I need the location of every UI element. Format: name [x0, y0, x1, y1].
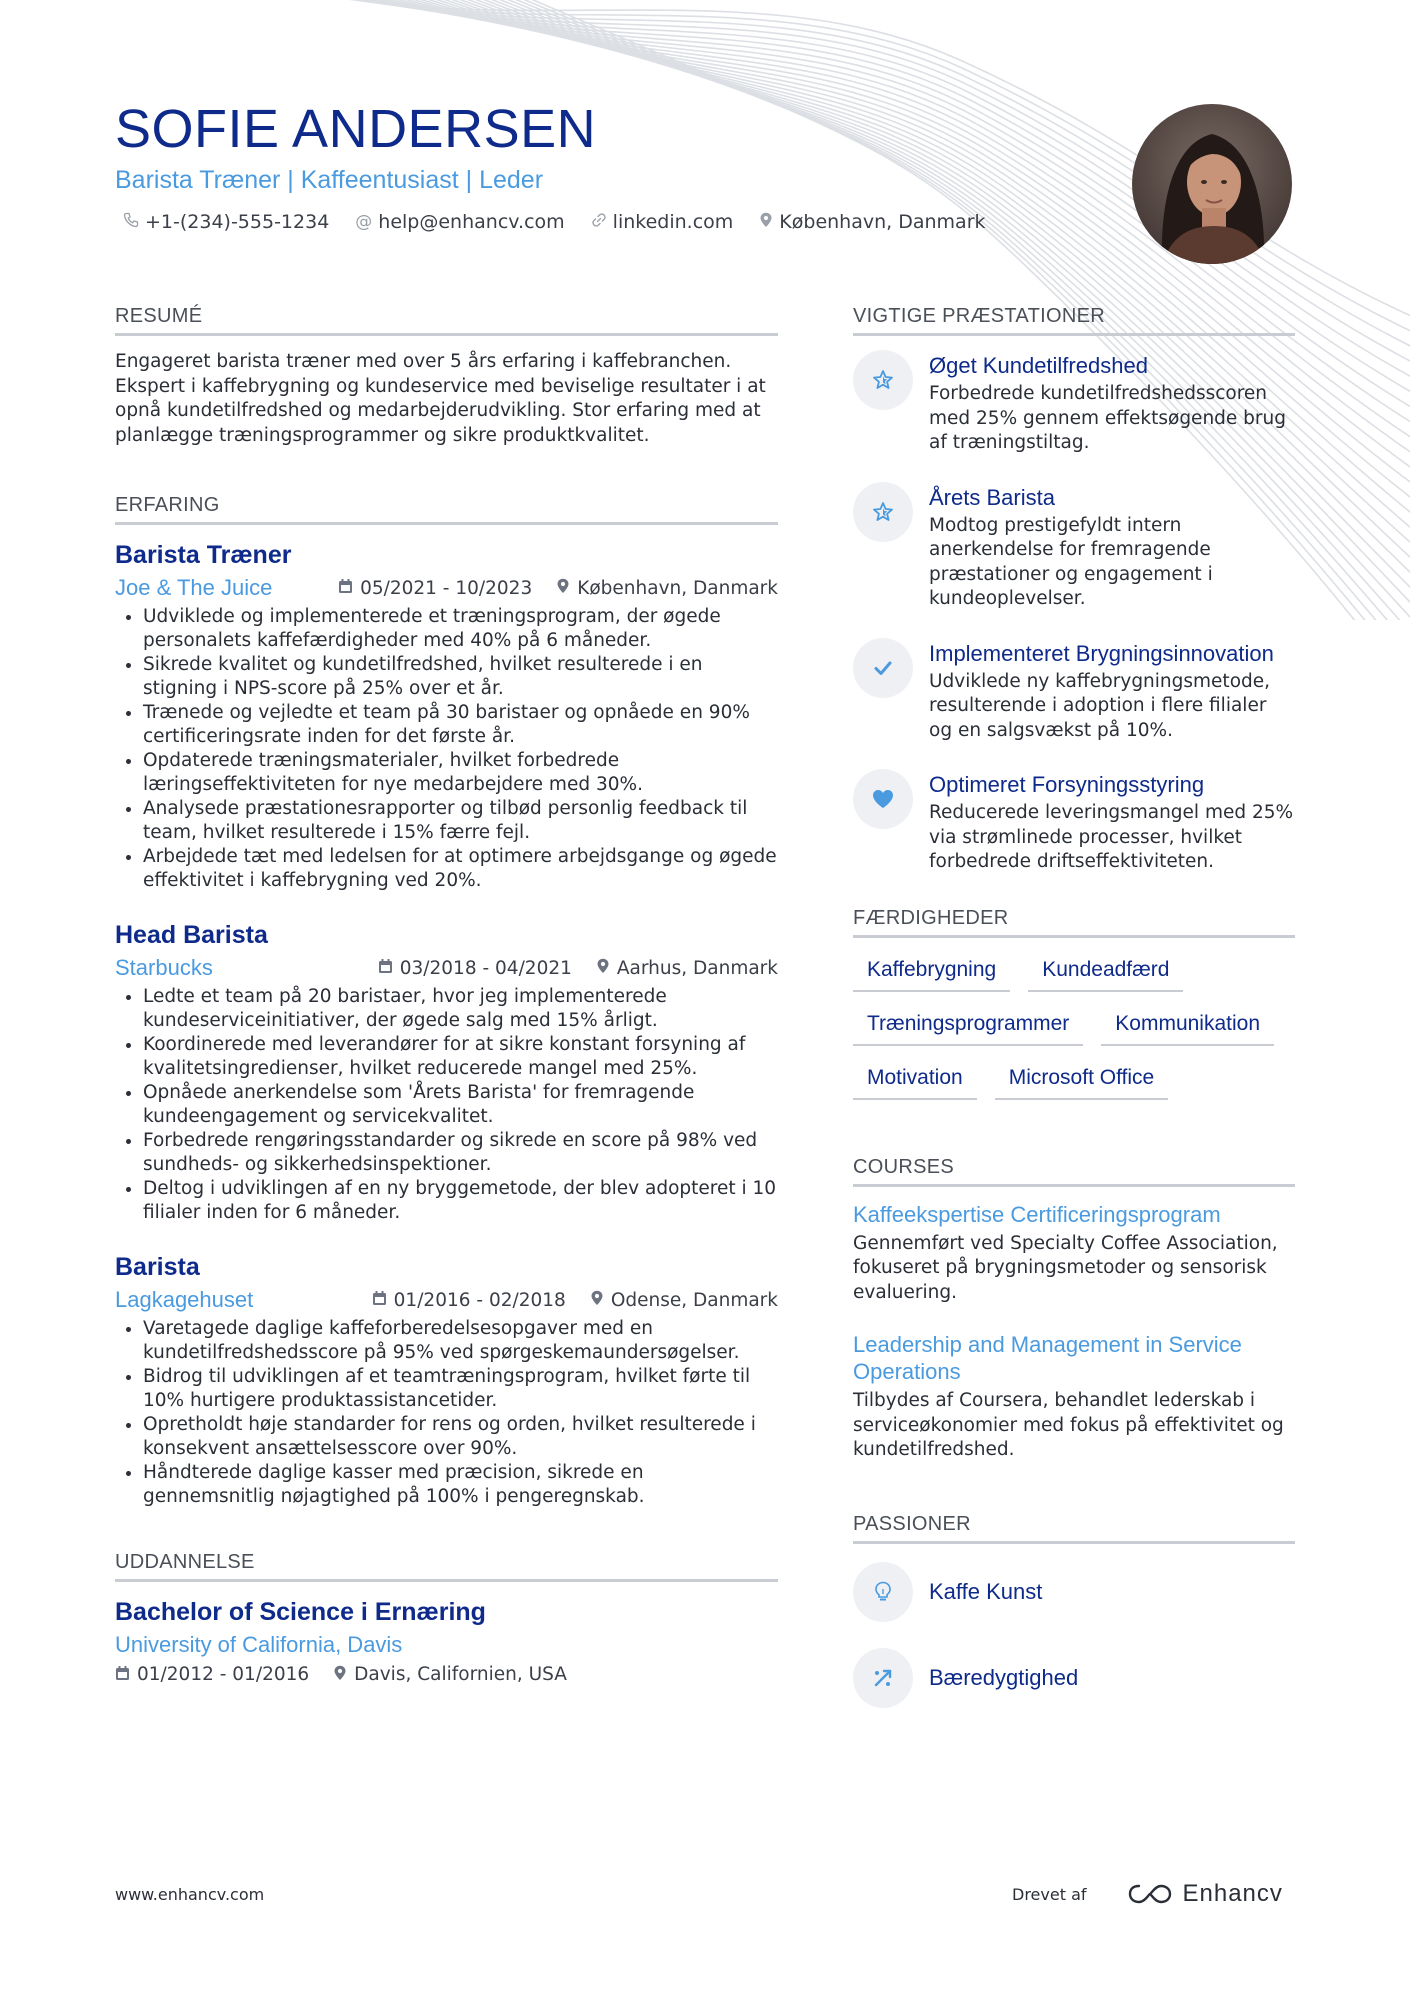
- job-bullet: • Analysede præstationesrapporter og tilbød personlig feedback til team, hvilket resulterede i 15% færre fejl.: [143, 797, 778, 845]
- achievement-title: Implementeret Brygningsinnovation: [929, 640, 1274, 666]
- location-pin-icon: [596, 958, 610, 978]
- company-name: Joe & The Juice: [115, 575, 273, 600]
- education-location-text: Davis, Californien, USA: [354, 1664, 567, 1685]
- calendar-icon: [378, 958, 393, 978]
- candidate-headline: Barista Træner | Kaffeentusiast | Leder: [115, 166, 544, 194]
- linkedin-text: linkedin.com: [612, 211, 734, 233]
- course-title: Leadership and Management in Service Operations: [853, 1332, 1242, 1384]
- job-location: [596, 958, 778, 979]
- footer-branding: [1012, 1880, 1283, 1908]
- courses-section: [853, 1156, 1295, 1463]
- job-title: Barista: [115, 1253, 200, 1281]
- achievement-desc: Modtog prestigefyldt intern anerkendelse for fremragende præstationer og engagement i kundeoplevelser.: [929, 514, 1213, 609]
- location-text: København, Danmark: [779, 211, 986, 233]
- company-name: Lagkagehuset: [115, 1287, 254, 1312]
- phone-icon: [123, 212, 139, 233]
- job-dates: [378, 958, 572, 979]
- job-bullet: • Arbejdede tæt med ledelsen for at optimere arbejdsgange og øgede effektivitet i kaffebrygning ved 20%.: [143, 845, 778, 893]
- achievement-title: Årets Barista: [929, 484, 1055, 510]
- skill-tag: Kommunikation: [1101, 1006, 1274, 1046]
- job-bullet: • Ledte et team på 20 baristaer, hvor jeg implementerede kundeserviceinitiativer, der øgede salg med 15% årligt.: [143, 985, 778, 1033]
- at-icon: @: [355, 212, 373, 232]
- footer-website[interactable]: www.enhancv.com: [115, 1885, 265, 1904]
- job-dates: [338, 578, 532, 599]
- phone-text: +1-(234)-555-1234: [145, 211, 330, 233]
- job-title: Barista Træner: [115, 541, 292, 569]
- job-dates-text: 03/2018 - 04/2021: [399, 957, 572, 979]
- course-item: [853, 1331, 1295, 1463]
- education-dates-text: 01/2012 - 01/2016: [137, 1664, 310, 1685]
- education-meta: [115, 1664, 778, 1685]
- calendar-icon: [338, 578, 353, 598]
- job-bullet: • Håndterede daglige kasser med præcision, sikrede en gennemsnitlig nøjagtighed på 100% i pengeregnskab.: [143, 1461, 778, 1509]
- school-name: University of California, Davis: [115, 1632, 403, 1657]
- skill-tag: Kaffebrygning: [853, 952, 1010, 992]
- achievement-desc: Udviklede ny kaffebrygningsmetode, resulterende i adoption i flere filialer og en salgsvækst på 10%.: [929, 670, 1271, 741]
- contact-linkedin[interactable]: [591, 211, 734, 233]
- right-column: [853, 305, 1295, 1734]
- location-pin-icon: [556, 578, 570, 598]
- skill-tag: Microsoft Office: [995, 1060, 1168, 1100]
- job-bullet: • Trænede og vejledte et team på 30 baristaer og opnåede en 90% certificeringsrate inden for det første år.: [143, 701, 778, 749]
- job-dates-text: 01/2016 - 02/2018: [393, 1289, 566, 1311]
- achievement-item: [853, 482, 1295, 612]
- link-icon: [591, 212, 607, 233]
- skills-section: [853, 907, 1295, 1100]
- location-pin-icon: [590, 1290, 604, 1310]
- job-title: Head Barista: [115, 921, 268, 949]
- profile-photo: [1132, 104, 1292, 264]
- course-item: [853, 1201, 1295, 1306]
- job-bullets: [115, 605, 778, 893]
- job-bullet: • Deltog i udviklingen af en ny bryggemetode, der blev adopteret i 10 filialer inden for 6 måneder.: [143, 1177, 778, 1225]
- job-location: [556, 578, 778, 599]
- infinity-logo-icon: [1127, 1882, 1173, 1906]
- job-dates-text: 05/2021 - 10/2023: [360, 577, 533, 599]
- degree-title: Bachelor of Science i Ernæring: [115, 1598, 486, 1626]
- achievement-item: [853, 769, 1295, 875]
- candidate-name: SOFIE ANDERSEN: [115, 99, 597, 159]
- job-bullet: • Udviklede og implementerede et træningsprogram, der øgede personalets kaffefærdigheder med 40% på 6 måneder.: [143, 605, 778, 653]
- experience-section: [115, 494, 778, 1509]
- skills-list: [853, 952, 1295, 1100]
- skill-tag: Kundeadfærd: [1028, 952, 1183, 992]
- achievements-heading: VIGTIGE PRÆSTATIONER: [853, 305, 1295, 336]
- education-heading: UDDANNELSE: [115, 1551, 778, 1582]
- job-meta: [115, 955, 778, 981]
- job-location: [590, 1290, 778, 1311]
- job-meta: [115, 1287, 778, 1313]
- job-bullets: [115, 985, 778, 1225]
- job-bullet: • Sikrede kvalitet og kundetilfredshed, hvilket resulterede i en stigning i NPS-score på 25% over et år.: [143, 653, 778, 701]
- calendar-icon: [115, 1665, 130, 1685]
- job-bullet: • Koordinerede med leverandører for at sikre konstant forsyning af kvalitetsingredienser, hvilket reducerede mangel med 25%.: [143, 1033, 778, 1081]
- education-section: [115, 1551, 778, 1685]
- contact-location: [759, 211, 985, 233]
- job-bullets: [115, 1317, 778, 1509]
- passion-item: [853, 1562, 1295, 1622]
- summary-text: Engageret barista træner med over 5 års erfaring i kaffebranchen. Ekspert i kaffebrygning og kundeservice med beviselige resultater i at opnå kundetilfredshed og medarbejderudvikling. Stor erfaring med at planlægge træningsprogrammer og sikre produktkvalitet.: [115, 351, 766, 446]
- achievement-desc: Forbedrede kundetilfredshedsscoren med 25% gennem effektsøgende brug af træningstiltag.: [929, 383, 1286, 453]
- passions-heading: PASSIONER: [853, 1513, 1295, 1544]
- job-location-text: Aarhus, Danmark: [616, 957, 778, 979]
- lightbulb-icon: [853, 1562, 913, 1622]
- calendar-icon: [372, 1290, 387, 1310]
- job-dates: [372, 1290, 566, 1311]
- passion-title: Kaffe Kunst: [929, 1578, 1043, 1604]
- star-icon: [853, 350, 913, 410]
- brand-logo[interactable]: [1127, 1880, 1283, 1908]
- education-location: [333, 1664, 567, 1685]
- experience-item: [115, 539, 778, 893]
- passion-title: Bæredygtighed: [929, 1664, 1079, 1690]
- course-desc: Tilbydes af Coursera, behandlet lederskab i serviceøkonomier med fokus på effektivitet og kundetilfredshed.: [853, 1390, 1284, 1460]
- achievement-item: [853, 350, 1295, 456]
- contact-email[interactable]: [355, 211, 564, 233]
- job-bullet: • Bidrog til udviklingen af et teamtræningsprogram, hvilket førte til 10% hurtigere produktassistancetider.: [143, 1365, 778, 1413]
- job-bullet: • Varetagede daglige kaffeforberedelsesopgaver med en kundetilfredshedsscore på 95% ved spørgeskemaundersøgelser.: [143, 1317, 778, 1365]
- skills-heading: FÆRDIGHEDER: [853, 907, 1295, 938]
- location-pin-icon: [333, 1665, 347, 1685]
- job-bullet: • Opretholdt høje standarder for rens og orden, hvilket resulterede i konsekvent ansættelsesscore over 90%.: [143, 1413, 778, 1461]
- job-bullet: • Opdaterede træningsmaterialer, hvilket forbedrede læringseffektiviteten for nye medarbejdere med 30%.: [143, 749, 778, 797]
- location-pin-icon: [759, 212, 773, 233]
- job-bullet: • Forbedrede rengøringsstandarder og sikrede en score på 98% ved sundheds- og sikkerhedsinspektioner.: [143, 1129, 778, 1177]
- achievements-section: [853, 305, 1295, 875]
- achievement-title: Optimeret Forsyningsstyring: [929, 772, 1205, 797]
- summary-section: [115, 305, 778, 448]
- check-icon: [853, 638, 913, 698]
- job-location-text: København, Danmark: [577, 577, 778, 599]
- achievement-item: [853, 638, 1295, 744]
- skill-tag: Træningsprogrammer: [853, 1006, 1083, 1046]
- passion-item: [853, 1648, 1295, 1708]
- heart-icon: [853, 769, 913, 829]
- experience-heading: ERFARING: [115, 494, 778, 525]
- email-text: help@enhancv.com: [378, 211, 565, 233]
- job-location-text: Odense, Danmark: [610, 1289, 778, 1311]
- passions-section: [853, 1513, 1295, 1708]
- left-column: [115, 305, 778, 1685]
- contact-phone[interactable]: [123, 211, 329, 233]
- skill-tag: Motivation: [853, 1060, 977, 1100]
- brand-name: Enhancv: [1182, 1880, 1283, 1907]
- experience-item: [115, 919, 778, 1225]
- contact-row: [115, 211, 1065, 233]
- course-desc: Gennemført ved Specialty Coffee Association, fokuseret på brygningsmetoder og sensorisk evaluering.: [853, 1232, 1278, 1303]
- recycle-icon: [853, 1648, 913, 1708]
- star-icon: [853, 482, 913, 542]
- job-meta: [115, 575, 778, 601]
- company-name: Starbucks: [115, 955, 213, 980]
- courses-heading: COURSES: [853, 1156, 1295, 1187]
- education-dates: [115, 1664, 309, 1685]
- job-bullet: • Opnåede anerkendelse som 'Årets Barista' for fremragende kundeengagement og servicekvalitet.: [143, 1081, 778, 1129]
- resume-header: [115, 98, 1065, 233]
- achievement-title: Øget Kundetilfredshed: [929, 353, 1148, 378]
- experience-item: [115, 1251, 778, 1509]
- achievement-desc: Reducerede leveringsmangel med 25% via strømlinede processer, hvilket forbedrede driftseffektiviteten.: [929, 802, 1294, 872]
- powered-by-label: Drevet af: [1012, 1884, 1087, 1904]
- summary-heading: RESUMÉ: [115, 305, 778, 336]
- course-title: Kaffeekspertise Certificeringsprogram: [853, 1201, 1221, 1227]
